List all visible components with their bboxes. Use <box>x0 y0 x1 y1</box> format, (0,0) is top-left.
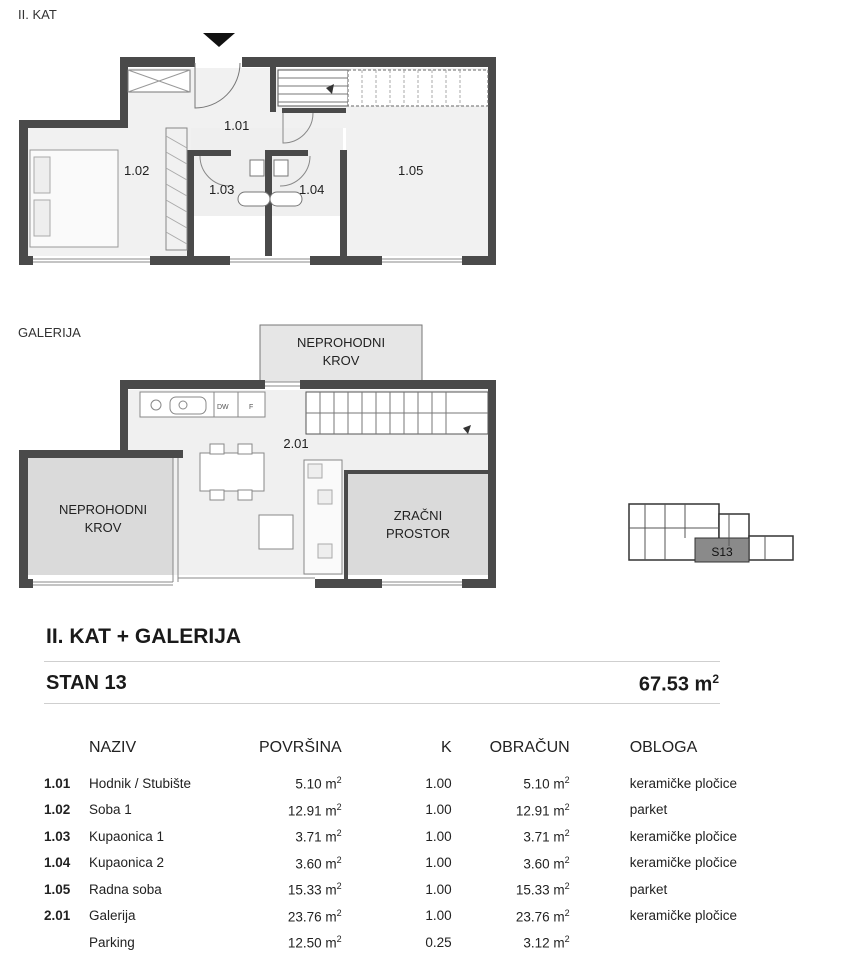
row-finish: keramičke pločice <box>629 855 737 871</box>
row-number: 1.02 <box>44 802 71 818</box>
row-number: 1.05 <box>44 881 71 897</box>
roof-top-label-line1: NEPROHODNI <box>296 335 386 350</box>
fridge-label: F <box>249 404 254 411</box>
header-finish: OBLOGA <box>629 739 698 756</box>
room-1-01-label: 1.01 <box>224 118 250 133</box>
roof-left-label-line2: KROV <box>84 520 122 535</box>
dishwasher-label: DW <box>217 404 229 411</box>
row-calc: 15.33 $m^2$ <box>515 881 570 898</box>
row-calc: 3.60 $m^2$ <box>523 854 570 871</box>
room-1-04-label: 1.04 <box>299 182 325 197</box>
table-header-row <box>44 738 737 770</box>
floor2-label: GALERIJA <box>18 325 81 340</box>
row-k: 0.25 <box>425 934 452 950</box>
row-number: 1.01 <box>44 775 71 791</box>
row-calc: 3.71 $m^2$ <box>523 828 570 845</box>
row-number: 1.03 <box>44 828 71 844</box>
table-row <box>44 770 737 797</box>
row-calc: 12.91 $m^2$ <box>515 801 570 818</box>
row-area: 15.33 $m^2$ <box>287 881 342 898</box>
unit-total-area: 67.53 $m^2$ <box>638 672 719 696</box>
row-area: 3.71 $m^2$ <box>295 828 342 845</box>
row-area: 12.91 $m^2$ <box>287 801 342 818</box>
table-row <box>44 850 737 877</box>
row-number: 1.04 <box>44 855 71 871</box>
air-space-label-line1: ZRAČNI <box>393 508 443 523</box>
row-finish <box>570 929 737 956</box>
table-row <box>44 929 737 956</box>
header-area: POVRŠINA <box>259 739 342 756</box>
table-row <box>44 797 737 824</box>
row-k: 1.00 <box>425 802 452 818</box>
row-calc: 3.12 $m^2$ <box>523 934 570 951</box>
entrance-arrow-icon <box>203 33 235 47</box>
room-area-table <box>44 738 737 956</box>
row-finish: parket <box>629 881 668 897</box>
row-name: Parking <box>89 934 135 950</box>
floor1-label: II. KAT <box>18 7 57 22</box>
row-k: 1.00 <box>425 775 452 791</box>
row-name: Kupaonica 2 <box>89 855 165 871</box>
row-area: 23.76 $m^2$ <box>287 907 342 924</box>
table-row <box>44 823 737 850</box>
floor2-plan <box>0 320 520 595</box>
header-name: NAZIV <box>89 739 137 756</box>
roof-left-label-line1: NEPROHODNI <box>58 502 148 517</box>
row-k: 1.00 <box>425 881 452 897</box>
row-k: 1.00 <box>425 908 452 924</box>
row-finish: parket <box>629 802 668 818</box>
key-plan <box>625 500 800 570</box>
row-area: 5.10 $m^2$ <box>295 775 342 792</box>
divider-bottom <box>44 703 720 704</box>
row-name: Soba 1 <box>89 802 132 818</box>
row-name: Hodnik / Stubište <box>89 775 192 791</box>
unit-name: STAN 13 <box>46 672 127 694</box>
row-finish: keramičke pločice <box>629 775 737 791</box>
row-k: 1.00 <box>425 828 452 844</box>
air-space-label-line2: PROSTOR <box>385 526 451 541</box>
row-number <box>44 929 89 956</box>
room-1-03-label: 1.03 <box>209 182 235 197</box>
row-area: 12.50 $m^2$ <box>287 934 342 951</box>
divider-top <box>44 661 720 662</box>
roof-top-label-line2: KROV <box>322 353 360 368</box>
header-k: K <box>441 739 452 756</box>
room-1-02-label: 1.02 <box>124 163 150 178</box>
key-plan-unit-label: S13 <box>711 545 733 559</box>
room-2-01-label: 2.01 <box>283 436 309 451</box>
table-row <box>44 903 737 930</box>
row-k: 1.00 <box>425 855 452 871</box>
floor1-plan <box>0 0 520 285</box>
row-finish: keramičke pločice <box>629 908 737 924</box>
row-finish: keramičke pločice <box>629 828 737 844</box>
section-title: II. KAT + GALERIJA <box>46 625 242 648</box>
row-number: 2.01 <box>44 908 71 924</box>
row-area: 3.60 $m^2$ <box>295 854 342 871</box>
row-calc: 23.76 $m^2$ <box>515 907 570 924</box>
row-name: Galerija <box>89 908 136 924</box>
row-calc: 5.10 $m^2$ <box>523 775 570 792</box>
table-row <box>44 876 737 903</box>
row-name: Kupaonica 1 <box>89 828 165 844</box>
room-1-05-label: 1.05 <box>398 163 424 178</box>
header-calc: OBRAČUN <box>489 739 570 756</box>
row-name: Radna soba <box>89 881 162 897</box>
